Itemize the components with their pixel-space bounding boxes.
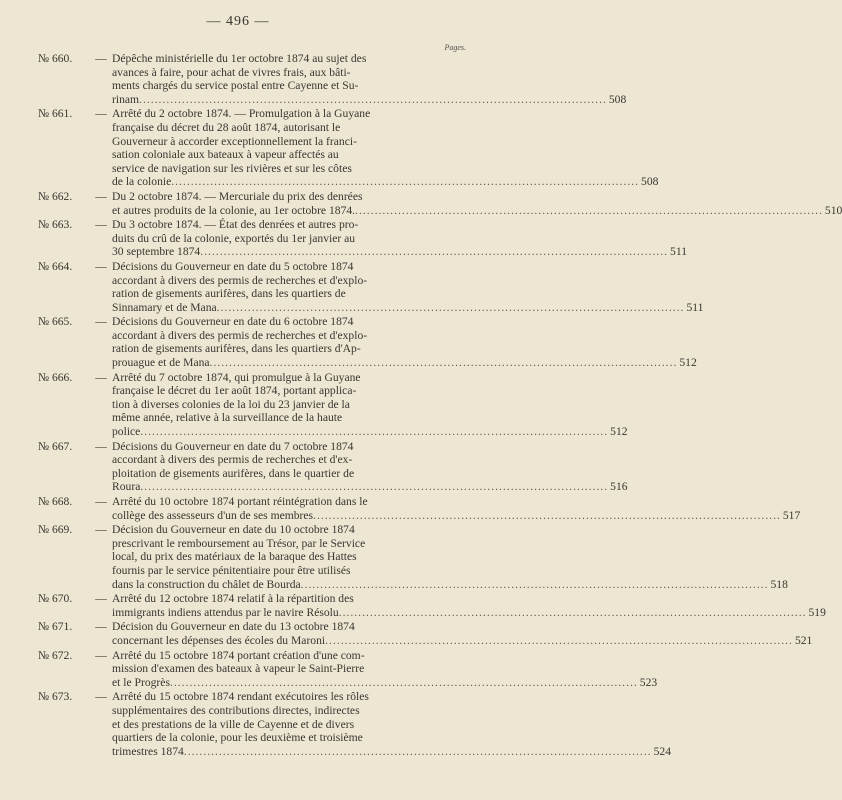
entry-number: № 666. (38, 370, 73, 384)
entry-text-line: Du 3 octobre 1874. — État des denrées et autres pro- (112, 218, 359, 232)
entry-text-line: française du décret du 28 août 1874, autorisant le (112, 120, 341, 134)
entry-page-number: 517 (782, 508, 801, 522)
entry-last-line (112, 578, 788, 592)
entry-text (112, 52, 626, 106)
entry-page-number: 516 (610, 480, 628, 494)
entry-text-line: accordant à divers des permis de recherches et d'explo- (112, 273, 368, 287)
dot-leader (139, 93, 607, 107)
entry-last-line (112, 204, 842, 218)
entry-dash: — (95, 370, 107, 384)
entry-text-line: dans la construction du châlet de Bourda (112, 577, 301, 591)
entry-last-line (112, 245, 687, 259)
entry-text-line: avances à faire, pour achat de vivres frais, aux bâti- (112, 65, 351, 79)
entry-last-line (112, 93, 626, 107)
entry-text-line: prouague et de Mana (112, 356, 210, 370)
toc-entry (38, 315, 697, 370)
entry-text-line: fournis par le service pénitentiaire pour être utilisés (112, 563, 351, 577)
entry-page-number: 510 (824, 203, 842, 217)
table-of-contents (38, 52, 842, 759)
toc-entry (38, 648, 658, 690)
entry-number: № 662. (38, 189, 73, 203)
entry-text-line: police (112, 425, 141, 439)
dot-leader (301, 578, 769, 592)
entry-number: № 660. (38, 52, 73, 65)
entry-text-line: française le décret du 1er août 1874, portant applica- (112, 384, 357, 398)
entry-page-number: 523 (639, 675, 658, 689)
toc-entry (38, 592, 826, 619)
entry-text-line: mission d'examen des bateaux à vapeur le Saint-Pierre (112, 662, 365, 676)
entry-dash: — (95, 439, 107, 453)
entry-last-line (112, 425, 628, 439)
entry-text (112, 523, 788, 591)
entry-text-line: Roura (112, 480, 141, 494)
entry-page-number: 511 (686, 300, 704, 314)
toc-entry (38, 259, 704, 314)
entry-text-line: Sinnamary et de Mana (112, 300, 217, 314)
entry-text (112, 371, 628, 439)
entry-dash: — (95, 620, 107, 634)
entry-dash: — (95, 592, 107, 606)
entry-text-line: accordant à divers des permis de recherches et d'explo- (112, 328, 368, 342)
entry-text (112, 440, 628, 494)
entry-page-number: 512 (610, 425, 628, 439)
entry-text-line: Arrêté du 12 octobre 1874 relatif à la répartition des (112, 592, 354, 606)
entry-text-line: Dépêche ministérielle du 1er octobre 1874 au sujet des (112, 52, 367, 65)
page-number-header: — 496 — (206, 14, 270, 29)
entry-text-line: sation coloniale aux bateaux à vapeur affectés au (112, 148, 339, 162)
entry-number: № 670. (38, 592, 73, 606)
entry-dash: — (95, 189, 107, 203)
entry-dash: — (95, 523, 107, 537)
entry-text-line: tion à diverses colonies de la loi du 23 janvier de la (112, 397, 350, 411)
entry-text (112, 690, 671, 758)
entry-text-line: Du 2 octobre 1874. — Mercuriale du prix des denrées (112, 189, 363, 203)
entry-number: № 669. (38, 523, 73, 537)
entry-text-line: même année, relative à la surveillance de la haute (112, 411, 343, 425)
dot-leader (140, 480, 608, 494)
dot-leader (170, 676, 638, 690)
entry-text-line: Décisions du Gouverneur en date du 5 octobre 1874 (112, 259, 354, 273)
entry-text-line: et le Progrès (112, 675, 170, 689)
entry-dash: — (95, 690, 107, 704)
entry-last-line (112, 356, 697, 370)
entry-text-line: immigrants indiens attendus par le navire Résolu (112, 605, 339, 619)
entry-page-number: 518 (770, 577, 788, 591)
toc-entry (38, 523, 788, 591)
entry-page-number: 508 (608, 92, 627, 106)
dot-leader (217, 301, 685, 315)
entry-page-number: 508 (641, 175, 659, 189)
dot-leader (325, 634, 793, 648)
entry-number: № 661. (38, 107, 73, 121)
entry-text (112, 218, 687, 259)
entry-text-line: local, du prix des matériaux de la baraque des Hattes (112, 550, 357, 564)
entry-last-line (112, 606, 826, 620)
entry-text-line: 30 septembre 1874 (112, 245, 201, 259)
entry-page-number: 519 (808, 605, 826, 619)
entry-text-line: de la colonie (112, 175, 172, 189)
toc-entry (38, 495, 801, 522)
entry-last-line (112, 509, 800, 523)
entry-page-number: 524 (653, 744, 672, 758)
entry-text (112, 592, 826, 619)
entry-text-line: Arrêté du 15 octobre 1874 portant création d'une com- (112, 648, 365, 662)
entry-text-line: et des prestations de la ville de Cayenne et de divers (112, 717, 355, 731)
entry-text-line: Arrêté du 10 octobre 1874 portant réintégration dans le (112, 495, 368, 508)
toc-entry (38, 370, 628, 439)
entry-text (112, 315, 697, 369)
entry-text-line: Gouverneur à accorder exceptionnellement la franci- (112, 134, 357, 148)
entry-text-line: service de navigation sur les rivières et sur les côtes (112, 161, 352, 175)
entry-text-line: duits du crû de la colonie, exportés du 1er janvier au (112, 231, 356, 245)
dot-leader (140, 425, 608, 439)
entry-dash: — (95, 107, 107, 121)
entry-text-line: Décision du Gouverneur en date du 10 octobre 1874 (112, 523, 355, 537)
entry-dash: — (95, 52, 107, 65)
toc-entry (38, 620, 813, 647)
dot-leader (339, 606, 807, 620)
dot-leader (313, 509, 781, 523)
entry-text-line: Arrêté du 7 octobre 1874, qui promulgue à la Guyane (112, 370, 361, 384)
toc-entry (38, 690, 672, 758)
entry-text-line: Arrêté du 15 octobre 1874 rendant exécutoires les rôles (112, 690, 369, 704)
entry-text-line: collège des assesseurs d'un de ses membres (112, 508, 314, 522)
toc-entry (38, 107, 659, 189)
entry-number: № 664. (38, 259, 73, 273)
entry-text-line: ration de gisements aurifères, dans les quartiers de (112, 287, 346, 301)
toc-entry (38, 439, 628, 494)
entry-text-line: ments chargés du service postal entre Cayenne et Su- (112, 79, 359, 93)
entry-text-line: Décisions du Gouverneur en date du 6 octobre 1874 (112, 315, 354, 329)
entry-text-line: Décisions du Gouverneur en date du 7 octobre 1874 (112, 439, 354, 453)
entry-last-line (112, 634, 812, 648)
entry-text (112, 260, 703, 314)
entry-page-number: 511 (670, 245, 688, 259)
entry-dash: — (95, 648, 107, 662)
entry-text-line: ploitation de gisements aurifères, dans le quartier de (112, 466, 355, 480)
entry-text (112, 649, 657, 690)
toc-entry (38, 218, 688, 259)
dot-leader (210, 356, 678, 370)
entry-dash: — (95, 218, 107, 232)
entry-text (112, 620, 812, 647)
entry-text (112, 190, 842, 217)
entry-text (112, 107, 658, 189)
entry-text-line: prescrivant le remboursement au Trésor, par le Service (112, 536, 366, 550)
entry-number: № 671. (38, 620, 73, 634)
entry-text-line: trimestres 1874 (112, 744, 184, 758)
dot-leader (171, 175, 639, 189)
pages-column-label: Pages. (444, 43, 466, 52)
entry-number: № 665. (38, 315, 73, 329)
entry-text-line: concernant les dépenses des écoles du Maroni (112, 633, 326, 647)
entry-text-line: Arrêté du 2 octobre 1874. — Promulgation à la Guyane (112, 107, 371, 121)
entry-page-number: 521 (794, 633, 813, 647)
entry-text-line: rinam (112, 92, 140, 106)
entry-number: № 673. (38, 690, 73, 704)
entry-text-line: et autres produits de la colonie, au 1er octobre 1874. (112, 203, 356, 217)
entry-text-line: Décision du Gouverneur en date du 13 octobre 1874 (112, 620, 355, 634)
entry-number: № 667. (38, 439, 73, 453)
entry-text-line: supplémentaires des contributions directes, indirectes (112, 703, 360, 717)
entry-last-line (112, 676, 657, 690)
entry-number: № 663. (38, 218, 73, 232)
dot-leader (184, 745, 652, 759)
entry-last-line (112, 745, 671, 759)
toc-entry (38, 52, 627, 106)
toc-entry (38, 189, 842, 217)
entry-text-line: quartiers de la colonie, pour les deuxième et troisième (112, 731, 363, 745)
entry-last-line (112, 301, 703, 315)
entry-dash: — (95, 259, 107, 273)
dot-leader (200, 245, 668, 259)
entry-dash: — (95, 495, 107, 508)
entry-text-line: ration de gisements aurifères, dans les quartiers d'Ap- (112, 342, 361, 356)
entry-text-line: accordant à divers des permis de recherches et d'ex- (112, 453, 353, 467)
dot-leader (355, 204, 823, 218)
entry-number: № 672. (38, 648, 73, 662)
entry-number: № 668. (38, 495, 73, 508)
entry-text (112, 495, 800, 522)
entry-last-line (112, 175, 658, 189)
entry-last-line (112, 480, 628, 494)
entry-page-number: 512 (679, 356, 697, 370)
entry-dash: — (95, 315, 107, 329)
